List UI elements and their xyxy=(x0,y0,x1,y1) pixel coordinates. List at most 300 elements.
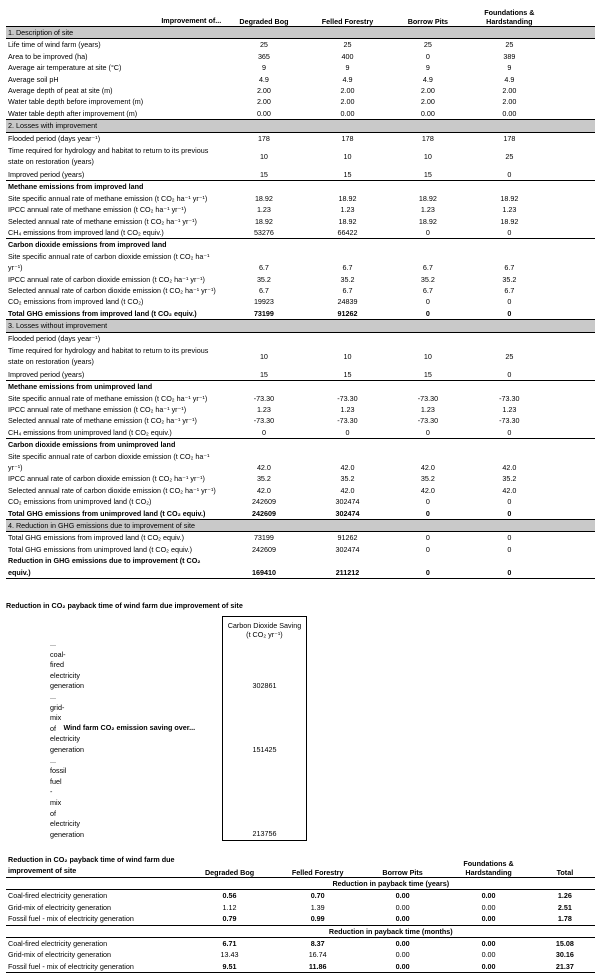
row-spacer xyxy=(553,39,595,51)
row-value-0: 18.92 xyxy=(254,193,273,203)
row-value-1: 35.2 xyxy=(340,474,355,484)
row-value-3: -73.30 xyxy=(499,393,520,403)
t3-group1 xyxy=(6,877,595,889)
t3-group-label: Reduction in payback time (years) xyxy=(187,877,595,889)
row-label: IPCC annual rate of carbon dioxide emission (t CO₂ ha⁻¹ yr⁻¹) xyxy=(8,474,205,484)
row-value-3: 0.00 xyxy=(502,108,517,118)
row-spacer xyxy=(553,51,595,62)
row-value-3: 0 xyxy=(465,369,553,381)
row-spacer xyxy=(553,332,595,344)
section-title: Methane emissions from unimproved land xyxy=(8,382,153,392)
row-label: Reduction in GHG emissions due to improvement (t CO₂ equiv.) xyxy=(6,555,223,578)
table-row xyxy=(6,169,595,181)
t3-value-3: 0.00 xyxy=(481,902,496,912)
section-header-2 xyxy=(6,181,595,193)
row-spacer xyxy=(553,96,595,107)
t3-row-label: Coal-fired electricity generation xyxy=(8,938,108,948)
row-value-0: 9 xyxy=(261,63,266,73)
row-spacer xyxy=(553,85,595,96)
row-value-2: 6.7 xyxy=(422,263,433,273)
t2-value: 213756 xyxy=(222,756,306,841)
t3-value-1: 8.37 xyxy=(310,938,325,948)
row-spacer xyxy=(553,308,595,320)
row-value-2: 10 xyxy=(423,351,432,361)
t3-value-1: 11.86 xyxy=(273,961,363,973)
row-value-0: 10 xyxy=(259,151,268,161)
t3-value-3: 0.00 xyxy=(481,950,496,960)
row-value-0 xyxy=(223,332,304,344)
row-value-0: 42.0 xyxy=(256,463,271,473)
table-row xyxy=(6,132,595,144)
row-value-3: 42.0 xyxy=(502,463,517,473)
row-value-1: 2.00 xyxy=(340,97,355,107)
row-spacer xyxy=(553,344,595,369)
row-value-1: 18.92 xyxy=(338,216,357,226)
table-row xyxy=(6,51,595,62)
table-row xyxy=(6,404,595,415)
t3-value-0: 1.12 xyxy=(222,902,237,912)
row-value-1: 4.9 xyxy=(342,74,353,84)
ghg-emissions-table xyxy=(6,4,595,579)
row-value-2: 18.92 xyxy=(418,193,437,203)
row-spacer xyxy=(553,369,595,381)
row-value-3: 2.00 xyxy=(502,86,517,96)
row-label: Time required for hydrology and habitat to return to its previous state on restoration (years) xyxy=(8,345,209,367)
t2-label: ... grid-mix of electricity generation xyxy=(50,692,84,755)
table-row xyxy=(6,393,595,404)
table-row xyxy=(6,485,595,496)
row-value-1: 1.23 xyxy=(340,405,355,414)
row-label: Time required for hydrology and habitat to return to its previous state on restoration (years) xyxy=(8,146,209,167)
row-spacer xyxy=(553,404,595,415)
payback-reduction-table xyxy=(6,853,595,973)
row-label: Improved period (years) xyxy=(6,369,223,381)
t3-value-4: 21.37 xyxy=(535,961,595,973)
row-value-0: 242609 xyxy=(223,508,304,520)
t2-row-label: Wind farm CO₂ emission saving over... xyxy=(63,723,196,733)
row-value-1: -73.30 xyxy=(337,416,358,426)
row-value-0: 242609 xyxy=(251,544,276,554)
row-label: Total GHG emissions from unimproved land (t CO₂ equiv.) xyxy=(8,544,193,554)
row-spacer xyxy=(553,169,595,181)
t3-value-0: 6.71 xyxy=(222,938,237,948)
row-value-2: 18.92 xyxy=(418,216,437,226)
row-value-0: 242609 xyxy=(251,497,276,507)
row-spacer xyxy=(553,415,595,426)
t3-value-2: 0.00 xyxy=(395,938,410,948)
header-label: Improvement of... xyxy=(6,4,223,27)
row-value-1: 15 xyxy=(305,369,391,381)
t2-label: ... fossil fuel - mix of electricity generation xyxy=(50,755,84,839)
t3-value-1: 1.39 xyxy=(310,902,325,912)
row-label: Water table depth before improvement (m) xyxy=(8,97,144,107)
table-row xyxy=(6,193,595,204)
row-value-3: 0 xyxy=(465,508,553,520)
t3-row-label: Fossil fuel - mix of electricity generation xyxy=(6,961,187,973)
table-row xyxy=(6,62,595,73)
row-value-1: 91262 xyxy=(337,533,358,543)
row-spacer xyxy=(553,544,595,555)
row-label: Selected annual rate of carbon dioxide emission (t CO₂ ha⁻¹ yr⁻¹) xyxy=(8,485,216,495)
row-spacer xyxy=(553,108,595,120)
row-value-3: 0 xyxy=(507,533,512,543)
row-label: Average depth of peat at site (m) xyxy=(8,86,113,96)
row-value-0: 4.9 xyxy=(258,74,269,84)
t2-label: ... coal-fired electricity generation xyxy=(50,639,84,691)
row-spacer xyxy=(553,451,595,474)
table-row xyxy=(6,532,595,544)
row-value-2: -73.30 xyxy=(417,416,439,426)
t2-col-header: Carbon Dioxide Saving (t CO₂ yr⁻¹) xyxy=(222,617,306,640)
row-value-1: 25 xyxy=(343,40,352,50)
row-value-1: 178 xyxy=(341,133,354,143)
row-value-3: 9 xyxy=(507,63,512,73)
t2-spacer xyxy=(307,756,595,841)
t3-row-label: Grid-mix of electricity generation xyxy=(8,902,112,912)
row-value-1: 2.00 xyxy=(340,86,355,96)
row-value-2: 9 xyxy=(425,63,430,73)
t2-header-row xyxy=(6,617,595,640)
row-value-3: 25 xyxy=(505,151,514,161)
t3-value-4: 1.78 xyxy=(535,913,595,925)
t3-row xyxy=(6,913,595,925)
row-value-1: 6.7 xyxy=(342,263,353,273)
row-value-0: 1.23 xyxy=(256,405,271,414)
table-row xyxy=(6,204,595,215)
section-header-4 xyxy=(6,320,595,332)
row-value-0: 35.2 xyxy=(256,274,271,284)
t3-col-2: Borrow Pits xyxy=(363,853,443,878)
t3-title: Reduction in CO₂ payback time of wind farm due improvement of site xyxy=(6,853,187,878)
table-row xyxy=(6,108,595,120)
row-value-2: 6.7 xyxy=(422,285,433,295)
row-spacer xyxy=(553,216,595,227)
table-row xyxy=(6,332,595,344)
row-value-0: 10 xyxy=(259,351,268,361)
row-value-1: 42.0 xyxy=(340,463,355,473)
t2-spacer xyxy=(307,617,595,640)
row-spacer xyxy=(553,427,595,439)
t3-value-3: 0.00 xyxy=(442,961,534,973)
t3-row-label: Fossil fuel - mix of electricity generation xyxy=(6,913,187,925)
t3-row xyxy=(6,902,595,913)
header-col-0: Degraded Bog xyxy=(223,4,304,27)
row-spacer xyxy=(553,555,595,578)
row-value-3: 42.0 xyxy=(502,485,517,495)
t3-group-label: Reduction in payback time (months) xyxy=(187,925,595,937)
row-value-1: 42.0 xyxy=(340,485,355,495)
row-label: CH₄ emissions from unimproved land (t CO₂ equiv.) xyxy=(6,427,223,439)
row-value-3: 1.23 xyxy=(502,405,517,414)
row-label: Flooded period (days year⁻¹) xyxy=(8,133,101,143)
row-value-2: 0 xyxy=(425,497,430,507)
t3-value-0: 9.51 xyxy=(187,961,273,973)
table-row xyxy=(6,508,595,520)
t3-group-blank xyxy=(6,877,187,889)
table-row xyxy=(6,144,595,169)
t3-col-3: Foundations & Hardstanding xyxy=(442,853,534,878)
row-label: Improved period (years) xyxy=(6,169,223,181)
row-value-2: 2.00 xyxy=(420,86,435,96)
section-header-7 xyxy=(6,520,595,532)
t2-value: 302861 xyxy=(222,639,306,692)
row-spacer xyxy=(553,532,595,544)
row-value-0: 18.92 xyxy=(254,216,273,226)
row-spacer xyxy=(553,74,595,85)
t3-row xyxy=(6,949,595,960)
row-value-0: 53276 xyxy=(223,227,304,239)
row-value-2: 0 xyxy=(425,544,430,554)
row-value-3: 1.23 xyxy=(502,205,517,215)
t3-value-2: 0.00 xyxy=(395,902,410,912)
row-spacer xyxy=(553,473,595,484)
row-label: IPCC annual rate of methane emission (t CO₂ ha⁻¹ yr⁻¹) xyxy=(8,405,187,414)
row-value-0: 15 xyxy=(223,369,304,381)
t3-value-0: 0.56 xyxy=(222,891,237,901)
t3-row xyxy=(6,961,595,973)
header-col-1: Felled Forestry xyxy=(305,4,391,27)
t2-blank xyxy=(6,617,37,640)
row-label: CO₂ emissions from unimproved land (t CO₂) xyxy=(8,497,152,507)
table-row xyxy=(6,39,595,51)
t3-value-4: 1.26 xyxy=(557,891,572,901)
row-label: CH₄ emissions from improved land (t CO₂ equiv.) xyxy=(6,227,223,239)
row-value-0: 0.00 xyxy=(256,108,271,118)
row-value-0: 169410 xyxy=(223,555,304,578)
row-value-1: 18.92 xyxy=(338,193,357,203)
payback-saving-block xyxy=(6,601,595,841)
row-spacer xyxy=(553,508,595,520)
row-value-1: 66422 xyxy=(305,227,391,239)
row-value-2: 35.2 xyxy=(420,274,435,284)
row-value-3: 25 xyxy=(505,351,514,361)
table2-title: Reduction in CO₂ payback time of wind farm due improvement of site xyxy=(6,601,243,611)
row-label: Average soil pH xyxy=(8,74,59,84)
row-value-3: 0 xyxy=(465,555,553,578)
row-label: Site specific annual rate of carbon dioxide emission (t CO₂ ha⁻¹ yr⁻¹) xyxy=(8,251,210,273)
row-value-2: 25 xyxy=(423,40,432,50)
row-value-3: 0 xyxy=(465,169,553,181)
table-row xyxy=(6,427,595,439)
t3-header-row xyxy=(6,853,595,878)
section-title: 4. Reduction in GHG emissions due to improvement of site xyxy=(6,520,595,532)
row-value-0: 6.7 xyxy=(258,285,269,295)
row-value-0: 1.23 xyxy=(256,205,271,215)
row-value-2: 0 xyxy=(390,427,465,439)
row-value-2: 178 xyxy=(421,133,434,143)
row-label: Total GHG emissions from improved land (t CO₂ equiv.) xyxy=(8,533,185,543)
row-spacer xyxy=(553,285,595,296)
row-value-2: 0 xyxy=(390,227,465,239)
row-label: Water table depth after improvement (m) xyxy=(8,108,138,118)
row-value-2: 42.0 xyxy=(420,485,435,495)
row-value-0: 0 xyxy=(223,427,304,439)
row-value-2: 0 xyxy=(390,308,465,320)
t3-value-3: 0.00 xyxy=(481,938,496,948)
row-value-2: 1.23 xyxy=(420,405,435,414)
table-row xyxy=(6,496,595,507)
row-value-2: 4.9 xyxy=(422,74,433,84)
row-label: Life time of wind farm (years) xyxy=(8,40,101,50)
row-value-0: 6.7 xyxy=(258,263,269,273)
table-row xyxy=(6,308,595,320)
t3-row-label: Grid-mix of electricity generation xyxy=(8,950,112,960)
row-value-3: 6.7 xyxy=(504,285,515,295)
table-row xyxy=(6,96,595,107)
section-header-0 xyxy=(6,27,595,39)
row-label: Selected annual rate of carbon dioxide emission (t CO₂ ha⁻¹ yr⁻¹) xyxy=(8,285,216,295)
row-value-2: 2.00 xyxy=(420,97,435,107)
row-value-0: 2.00 xyxy=(256,86,271,96)
t3-value-4: 2.51 xyxy=(557,902,572,912)
row-value-1: 302474 xyxy=(305,508,391,520)
row-value-3: 389 xyxy=(503,51,516,61)
row-value-0: 365 xyxy=(257,51,270,61)
row-value-1: 91262 xyxy=(305,308,391,320)
section-title: Carbon dioxide emissions from improved land xyxy=(8,240,167,250)
row-label: Selected annual rate of methane emission (t CO₂ ha⁻¹ yr⁻¹) xyxy=(8,416,197,426)
row-value-3: 35.2 xyxy=(502,474,517,484)
table-row xyxy=(6,296,595,307)
row-value-2: 10 xyxy=(423,151,432,161)
table-row xyxy=(6,227,595,239)
row-spacer xyxy=(553,193,595,204)
row-value-0: 178 xyxy=(257,133,270,143)
row-value-3: 25 xyxy=(505,40,514,50)
row-value-3: 18.92 xyxy=(500,193,519,203)
row-label: IPCC annual rate of methane emission (t CO₂ ha⁻¹ yr⁻¹) xyxy=(8,205,187,215)
t3-col-1: Felled Forestry xyxy=(273,853,363,878)
row-value-1: 302474 xyxy=(335,544,360,554)
t3-value-3: 0.00 xyxy=(442,913,534,925)
t3-value-2: 0.00 xyxy=(395,891,410,901)
row-value-1: 35.2 xyxy=(340,274,355,284)
row-value-2: 0 xyxy=(390,555,465,578)
row-value-3: 0 xyxy=(465,227,553,239)
co2-saving-table xyxy=(6,616,595,841)
row-value-2: 42.0 xyxy=(420,463,435,473)
t3-value-2: 0.00 xyxy=(395,950,410,960)
row-spacer xyxy=(553,496,595,507)
row-value-2: 15 xyxy=(390,169,465,181)
row-value-1: 0 xyxy=(305,427,391,439)
row-value-2 xyxy=(390,332,465,344)
row-value-1: 15 xyxy=(305,169,391,181)
row-value-3: 178 xyxy=(503,133,516,143)
header-col-3: Foundations & Hardstanding xyxy=(465,4,553,27)
row-value-3: 0 xyxy=(465,427,553,439)
section-header-6 xyxy=(6,439,595,451)
row-value-1: 0.00 xyxy=(340,108,355,118)
table-row xyxy=(6,415,595,426)
table-row xyxy=(6,544,595,555)
row-value-0: -73.30 xyxy=(253,393,275,403)
row-value-0: 73199 xyxy=(223,308,304,320)
t3-value-2: 0.00 xyxy=(363,913,443,925)
row-spacer xyxy=(553,62,595,73)
t2-spacer xyxy=(307,692,595,756)
row-value-2: 1.23 xyxy=(420,205,435,215)
section-title: Methane emissions from improved land xyxy=(8,182,144,192)
row-label: Total GHG emissions from improved land (t CO₂ equiv.) xyxy=(6,308,223,320)
row-value-0: 25 xyxy=(259,40,268,50)
row-value-3: 0 xyxy=(507,297,512,307)
t3-row xyxy=(6,937,595,949)
row-label: Total GHG emissions from unimproved land (t CO₂ equiv.) xyxy=(6,508,223,520)
row-value-2: 35.2 xyxy=(420,474,435,484)
row-value-3: 35.2 xyxy=(502,274,517,284)
table-row xyxy=(6,473,595,484)
t3-group2 xyxy=(6,925,595,937)
row-value-3: 0 xyxy=(465,308,553,320)
payback-reduction-block xyxy=(6,853,595,973)
row-value-1: 9 xyxy=(345,63,350,73)
row-value-3: 4.9 xyxy=(504,74,515,84)
row-value-3 xyxy=(465,332,553,344)
row-value-0: 73199 xyxy=(253,533,274,543)
table-row xyxy=(6,274,595,285)
t3-value-0: 13.43 xyxy=(220,950,239,960)
row-spacer xyxy=(553,296,595,307)
t3-value-1: 0.99 xyxy=(273,913,363,925)
table-row xyxy=(6,74,595,85)
section-title: Carbon dioxide emissions from unimproved land xyxy=(8,440,176,450)
row-label: Selected annual rate of methane emission (t CO₂ ha⁻¹ yr⁻¹) xyxy=(8,216,197,226)
row-spacer xyxy=(553,251,595,274)
row-spacer xyxy=(553,274,595,285)
table-row xyxy=(6,251,595,274)
section-title: 3. Losses without improvement xyxy=(6,320,595,332)
table-header-row xyxy=(6,4,595,27)
row-value-3: 0 xyxy=(507,497,512,507)
row-value-0: 2.00 xyxy=(256,97,271,107)
row-spacer xyxy=(553,485,595,496)
row-value-1: 302474 xyxy=(335,497,360,507)
t3-value-3: 0.00 xyxy=(481,891,496,901)
row-value-2: 15 xyxy=(390,369,465,381)
section-header-3 xyxy=(6,239,595,251)
row-value-1: 10 xyxy=(343,151,352,161)
table-row xyxy=(6,451,595,474)
row-label: IPCC annual rate of carbon dioxide emission (t CO₂ ha⁻¹ yr⁻¹) xyxy=(8,274,205,284)
row-value-1 xyxy=(305,332,391,344)
table-row xyxy=(6,216,595,227)
row-value-2: 0 xyxy=(425,297,430,307)
row-spacer xyxy=(553,144,595,169)
row-value-0: 35.2 xyxy=(256,474,271,484)
header-col-2: Borrow Pits xyxy=(390,4,465,27)
row-value-1: 6.7 xyxy=(342,285,353,295)
t3-col-0: Degraded Bog xyxy=(187,853,273,878)
row-label: Site specific annual rate of methane emission (t CO₂ ha⁻¹ yr⁻¹) xyxy=(8,393,208,403)
t2-spacer xyxy=(307,639,595,692)
row-value-2: 0 xyxy=(425,533,430,543)
row-value-2: -73.30 xyxy=(417,393,439,403)
row-value-1: 211212 xyxy=(305,555,391,578)
row-value-1: -73.30 xyxy=(337,393,358,403)
row-value-1: 10 xyxy=(343,351,352,361)
table-row xyxy=(6,85,595,96)
table-row xyxy=(6,344,595,369)
row-value-3: 18.92 xyxy=(500,216,519,226)
row-value-3: -73.30 xyxy=(499,416,520,426)
row-label: CO₂ emissions from improved land (t CO₂) xyxy=(8,297,144,307)
table-row xyxy=(6,285,595,296)
row-value-3: 6.7 xyxy=(504,263,515,273)
row-spacer xyxy=(553,393,595,404)
t3-row-label: Coal-fired electricity generation xyxy=(8,891,108,901)
row-label: Area to be improved (ha) xyxy=(8,51,88,61)
